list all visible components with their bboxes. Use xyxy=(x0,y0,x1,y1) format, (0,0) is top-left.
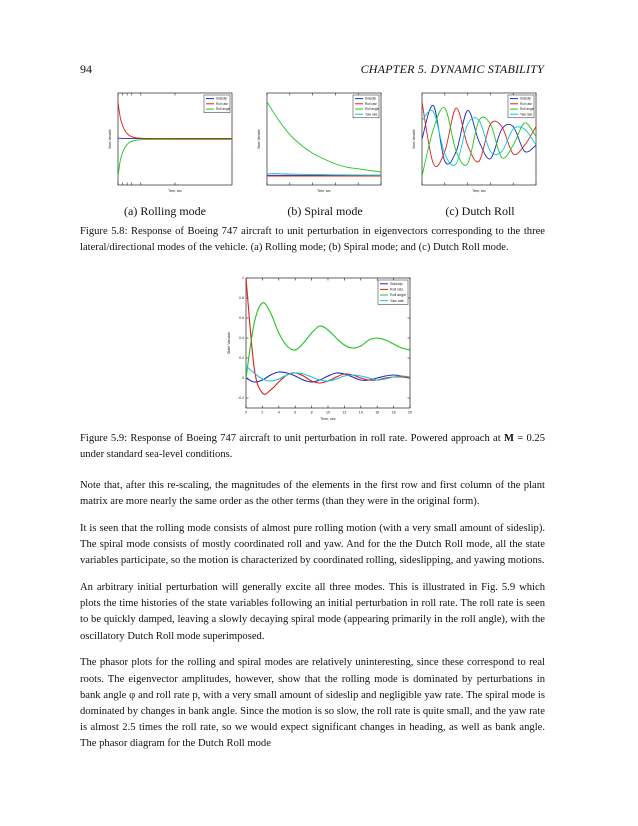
legend-label: Sideslip xyxy=(390,282,403,286)
series-line-roll-angle xyxy=(246,303,410,378)
x-axis-label: Time, sec xyxy=(168,189,182,193)
y-axis-label: State Variable xyxy=(412,129,416,149)
x-tick-label: 8 xyxy=(310,410,313,415)
paragraph: It is seen that the rolling mode consists of almost pure rolling motion (with a very small amount of sideslip). The spiral mode consists of mostly coordinated roll and yaw. And for the the Dutch Roll mode, all the state variables participate, so the motion is characterized by coordinated rolling, sideslipping, and yawing motions. xyxy=(80,522,545,567)
legend-label: Roll rate xyxy=(216,101,228,106)
legend-label: Roll angle xyxy=(390,293,406,298)
legend-label: Yaw rate xyxy=(365,112,378,117)
legend-label: Yaw rate xyxy=(390,298,404,303)
legend-label: Sideslip xyxy=(216,96,228,101)
x-tick-label: 20 xyxy=(408,410,412,415)
x-tick-label: 0 xyxy=(245,410,247,415)
series-line-roll-angle xyxy=(118,139,232,176)
dutch-roll-plot xyxy=(410,90,540,195)
subcaption-b: (b) Spiral mode xyxy=(287,204,363,218)
x-tick-label: 14 xyxy=(358,410,363,415)
y-tick-label: 0.8 xyxy=(239,296,244,301)
x-tick-label: 18 xyxy=(391,410,396,415)
y-tick-label: 1 xyxy=(242,276,244,281)
y-tick-label: 0.2 xyxy=(239,356,244,361)
legend-label: Yaw rate xyxy=(520,112,533,117)
legend-label: Sideslip xyxy=(365,96,377,101)
x-axis-label: Time, sec xyxy=(320,417,336,421)
subcaption-a: (a) Rolling mode xyxy=(124,204,206,218)
roll-rate-response-plot xyxy=(222,274,418,424)
legend-label: Roll rate xyxy=(390,287,404,292)
y-tick-label: 0.4 xyxy=(239,336,244,341)
x-tick-label: 6 xyxy=(294,410,297,415)
legend-label: Roll rate xyxy=(365,101,377,106)
legend-label: Roll angle xyxy=(365,107,380,112)
y-tick-label: -0.2 xyxy=(237,396,244,401)
figure-5-9-caption: Figure 5.9: Response of Boeing 747 aircraft to unit perturbation in roll rate. Powered approach at M = 0.25 under standard sea-level conditions. xyxy=(80,433,545,461)
y-axis-label: State Variable xyxy=(108,129,112,149)
x-tick-label: 12 xyxy=(342,410,347,415)
x-tick-label: 10 xyxy=(326,410,330,415)
paragraph: Note that, after this re-scaling, the magnitudes of the elements in the first row and first column of the plant matrix are more nearly the same order as the other terms (than they were in the original form). xyxy=(80,480,545,508)
rolling-mode-plot xyxy=(106,90,236,195)
y-axis-label: State Variable xyxy=(227,331,231,355)
x-tick-label: 16 xyxy=(375,410,380,415)
paragraph: An arbitrary initial perturbation will generally excite all three modes. This is illustrated in Fig. 5.9 which plots the time histories of the state variables following an initial perturbation in roll rate. The roll rate is seen to be quickly damped, leaving a slowly decaying spiral mode (appearing primarily in the roll angle), with the oscillatory Dutch Roll mode superimposed. xyxy=(80,582,545,642)
subcaption-c: (c) Dutch Roll xyxy=(445,204,515,218)
legend-label: Roll angle xyxy=(216,107,231,112)
figure-5-8-caption: Figure 5.8: Response of Boeing 747 aircraft to unit perturbation in eigenvectors corresponding to the three lateral/directional modes of the vehicle. (a) Rolling mode; (b) Spiral mode; and (c) Dutch Roll mode. xyxy=(80,226,545,254)
spiral-mode-plot xyxy=(255,90,385,195)
y-tick-label: 0 xyxy=(242,376,244,381)
body-text xyxy=(80,478,545,763)
legend-label: Roll rate xyxy=(520,101,532,106)
x-axis-label: Time, sec xyxy=(317,189,331,193)
x-tick-label: 2 xyxy=(261,410,264,415)
legend-label: Roll angle xyxy=(520,107,535,112)
running-header: CHAPTER 5. DYNAMIC STABILITY xyxy=(360,62,544,76)
x-axis-label: Time, sec xyxy=(472,189,486,193)
x-tick-label: 4 xyxy=(277,410,280,415)
series-line-yaw-rate xyxy=(246,366,410,381)
y-tick-label: 0.6 xyxy=(239,316,244,321)
page-number: 94 xyxy=(80,62,92,76)
legend-label: Sideslip xyxy=(520,96,532,101)
paragraph: The phasor plots for the rolling and spiral modes are relatively uninteresting, since these correspond to real roots. The eigenvector amplitudes, however, show that the rolling mode is dominated by perturbations in bank angle φ and roll rate p, with a very small amount of sideslip and negligible yaw rate. The spiral mode is dominated by changes in bank angle. Since the motion is so slow, the roll rate is quite small, and the yaw rate is almost 2.5 times the roll rate, so we would expect significant changes in heading, as well as bank angle. The phasor diagram for the Dutch Roll mode xyxy=(80,657,545,750)
y-axis-label: State Variable xyxy=(257,129,261,149)
